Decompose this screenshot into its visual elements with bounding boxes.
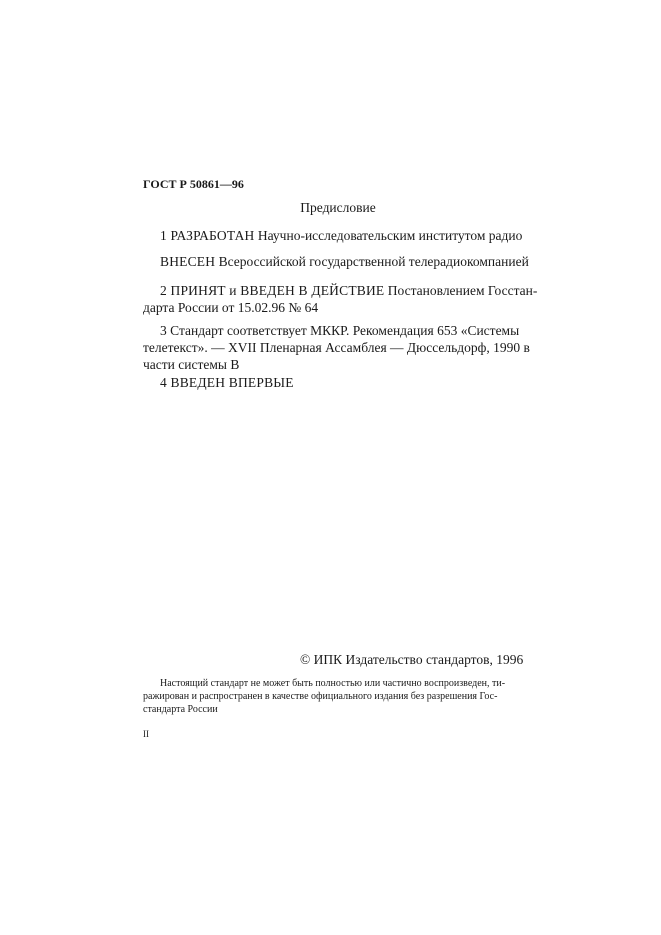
item-text-line1: Постановлением Госстан- — [384, 283, 538, 298]
item-text: Научно-исследовательским институтом радио — [254, 228, 523, 243]
notice-line3: стандарта России — [143, 704, 218, 715]
preface-item-adopted — [143, 282, 538, 316]
preface-title: Предисловие — [300, 200, 376, 215]
page-number: II — [143, 729, 149, 739]
notice-line1: Настоящий стандарт не может быть полностью или частично воспроизведен, ти- — [160, 678, 506, 689]
item-text-line2: дарта России от 15.02.96 № 64 — [143, 300, 319, 315]
notice-line2: ражирован и распространен в качестве официального издания без разрешения Гос- — [143, 691, 498, 702]
item-line1: 3 Стандарт соответствует МККР. Рекомендация 653 «Системы — [160, 323, 520, 338]
copyright-line: © ИПК Издательство стандартов, 1996 — [300, 652, 524, 667]
preface-item-conformity — [143, 322, 530, 373]
item-lead: 4 ВВЕДЕН ВПЕРВЫЕ — [160, 375, 294, 390]
reproduction-notice — [143, 677, 513, 716]
item-lead: ВНЕСЕН — [160, 254, 216, 269]
preface-item-introduced — [143, 253, 529, 270]
preface-item-developed — [143, 227, 523, 244]
standard-code: ГОСТ Р 50861—96 — [143, 177, 244, 191]
item-lead: 1 РАЗРАБОТАН — [160, 228, 255, 243]
preface-item-first-introduced — [143, 374, 513, 391]
item-line2: телетекст». — XVII Пленарная Ассамблея — Дюссельдорф, 1990 в — [143, 340, 530, 355]
item-text: Всероссийской государственной телерадиокомпанией — [215, 254, 529, 269]
item-line3: части системы В — [143, 357, 240, 372]
item-lead: 2 ПРИНЯТ и ВВЕДЕН В ДЕЙСТВИЕ — [160, 283, 385, 298]
